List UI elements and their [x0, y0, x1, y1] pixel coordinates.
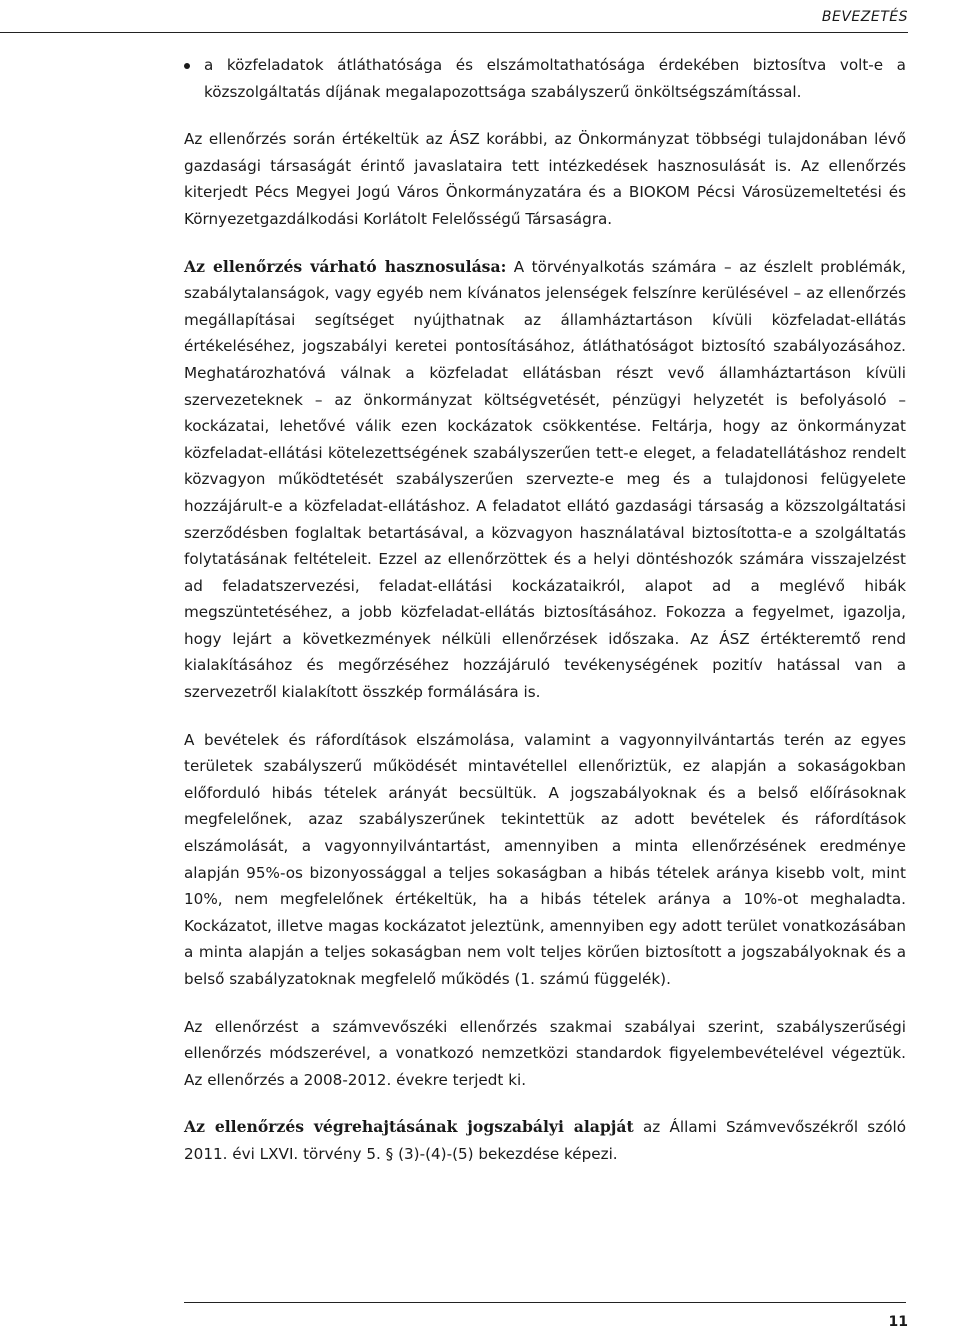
- page-body: [184, 52, 906, 1189]
- page-header: [0, 6, 908, 33]
- page-number: 11: [888, 1314, 908, 1330]
- section-title: BEVEZETÉS: [821, 9, 908, 25]
- paragraph-sampling-method: A bevételek és ráfordítások elszámolása, valamint a vagyonnyilvántartás terén az egyes területek szabályszerű működését mintavétellel ellenőriztük, ez alapján a sokaságokban előforduló hibás tételek arányát becsültük. A jogszabályoknak és a belső előírásoknak megfelelőnek, azaz szabályszerűnek tekintettük az adott bevételek és ráfordítások elszámolását, a vagyonnyilvántartást, amennyiben a minta ellenőrzésének eredménye alapján 95%-os bizonyossággal a teljes sokaságban a hibás tételek aránya kisebb volt, mint 10%, nem megfelelőnek értékeltük, ha a hibás tételek aránya a 10%-ot meghaladta. Kockázatot, illetve magas kockázatot jeleztünk, amennyiben egy adott terület vonatkozásában a minta alapján a teljes sokaságban nem volt teljes körűen biztosított a jogszabályoknak és a belső szabályzatoknak megfelelő működés (1. számú függelék).: [184, 730, 906, 988]
- paragraph-text: az Állami Számvevőszékről szóló 2011. évi LXVI. törvény 5. § (3)-(4)-(5) bekezdése képezi.: [184, 1118, 906, 1163]
- paragraph-scope: Az ellenőrzés során értékeltük az ÁSZ korábbi, az Önkormányzat többségi tulajdonában lévő gazdasági társaságát érintő javaslataira tett intézkedések hasznosulását is. Az ellenőrzés kiterjedt Pécs Megyei Jogú Város Önkormányzatára és a BIOKOM Pécsi Városüzemeltetési és Környezetgazdálkodási Korlátolt Felelősségű Társaságra.: [184, 130, 906, 228]
- footer-divider: [184, 1302, 906, 1303]
- list-item: [184, 52, 906, 105]
- paragraph-expected-utilization: [184, 254, 906, 706]
- paragraph-audit-standards: Az ellenőrzést a számvevőszéki ellenőrzés szakmai szabályai szerint, szabályszerűségi ellenőrzés módszerével, a vonatkozó nemzetközi standardok figyelembevételével végeztük. Az ellenőrzés a 2008-2012. évekre terjedt ki.: [184, 1017, 906, 1089]
- bullet-text: a közfeladatok átláthatósága és elszámoltathatósága érdekében biztosítva volt-e a közszolgáltatás díjának megalapozottsága szabályszerű önköltségszámítással.: [204, 56, 906, 101]
- paragraph-legal-basis: [184, 1114, 906, 1167]
- paragraph-text: A törvényalkotás számára – az észlelt problémák, szabálytalanságok, vagy egyéb nem kívánatos jelenségek felszínre kerülésével – az ellenőrzés megállapításai segítséget nyújthatnak az államháztartáson kívüli közfeladat-ellátás értékeléséhez, jogszabályi keretei pontosításához, átláthatóságot biztosító szabályozásához. Meghatározhatóvá válnak a közfeladat ellátásban részt vevő államháztartáson kívüli szervezeteknek – az önkormányzat költségvetését, pénzügyi helyzetét is befolyásoló – kockázatai, lehetővé válik ezen kockázatok csökkentése. Feltárja, hogy az önkormányzat közfeladat-ellátási kötelezettségének szabályszerűen tett-e eleget, a feladatellátáshoz rendelt közvagyon működtetését szabályszerűen szervezte-e meg és a tulajdonosi felügyelete hozzájárult-e a közfeladat-ellátáshoz. A feladatot ellátó gazdasági társaság a közszolgáltatási szerződésben foglaltak betartásával, a közvagyon használatával biztosította-e a szolgáltatás folytatásának feltételeit. Ezzel az ellenőrzöttek és a helyi döntéshozók számára visszajelzést ad feladatszervezési, feladat-ellátási kockázataikról, alapot ad a meglévő hibák megszüntetéséhez, a jobb közfeladat-ellátás biztosításához. Fokozza a fegyelmet, igazolja, hogy lejárt a következmények nélküli ellenőrzések időszaka. Az ÁSZ értékteremtő rend kialakításához és megőrzéséhez hozzájáruló tevékenységének pozitív hatással van a szervezetről kialakított összkép formálására is.: [184, 257, 906, 702]
- bullet-list: [184, 52, 906, 105]
- paragraph-lead: Az ellenőrzés végrehajtásának jogszabályi alapját: [184, 1117, 634, 1137]
- paragraph-lead: Az ellenőrzés várható hasznosulása:: [184, 256, 507, 276]
- bullet-icon: [184, 63, 190, 69]
